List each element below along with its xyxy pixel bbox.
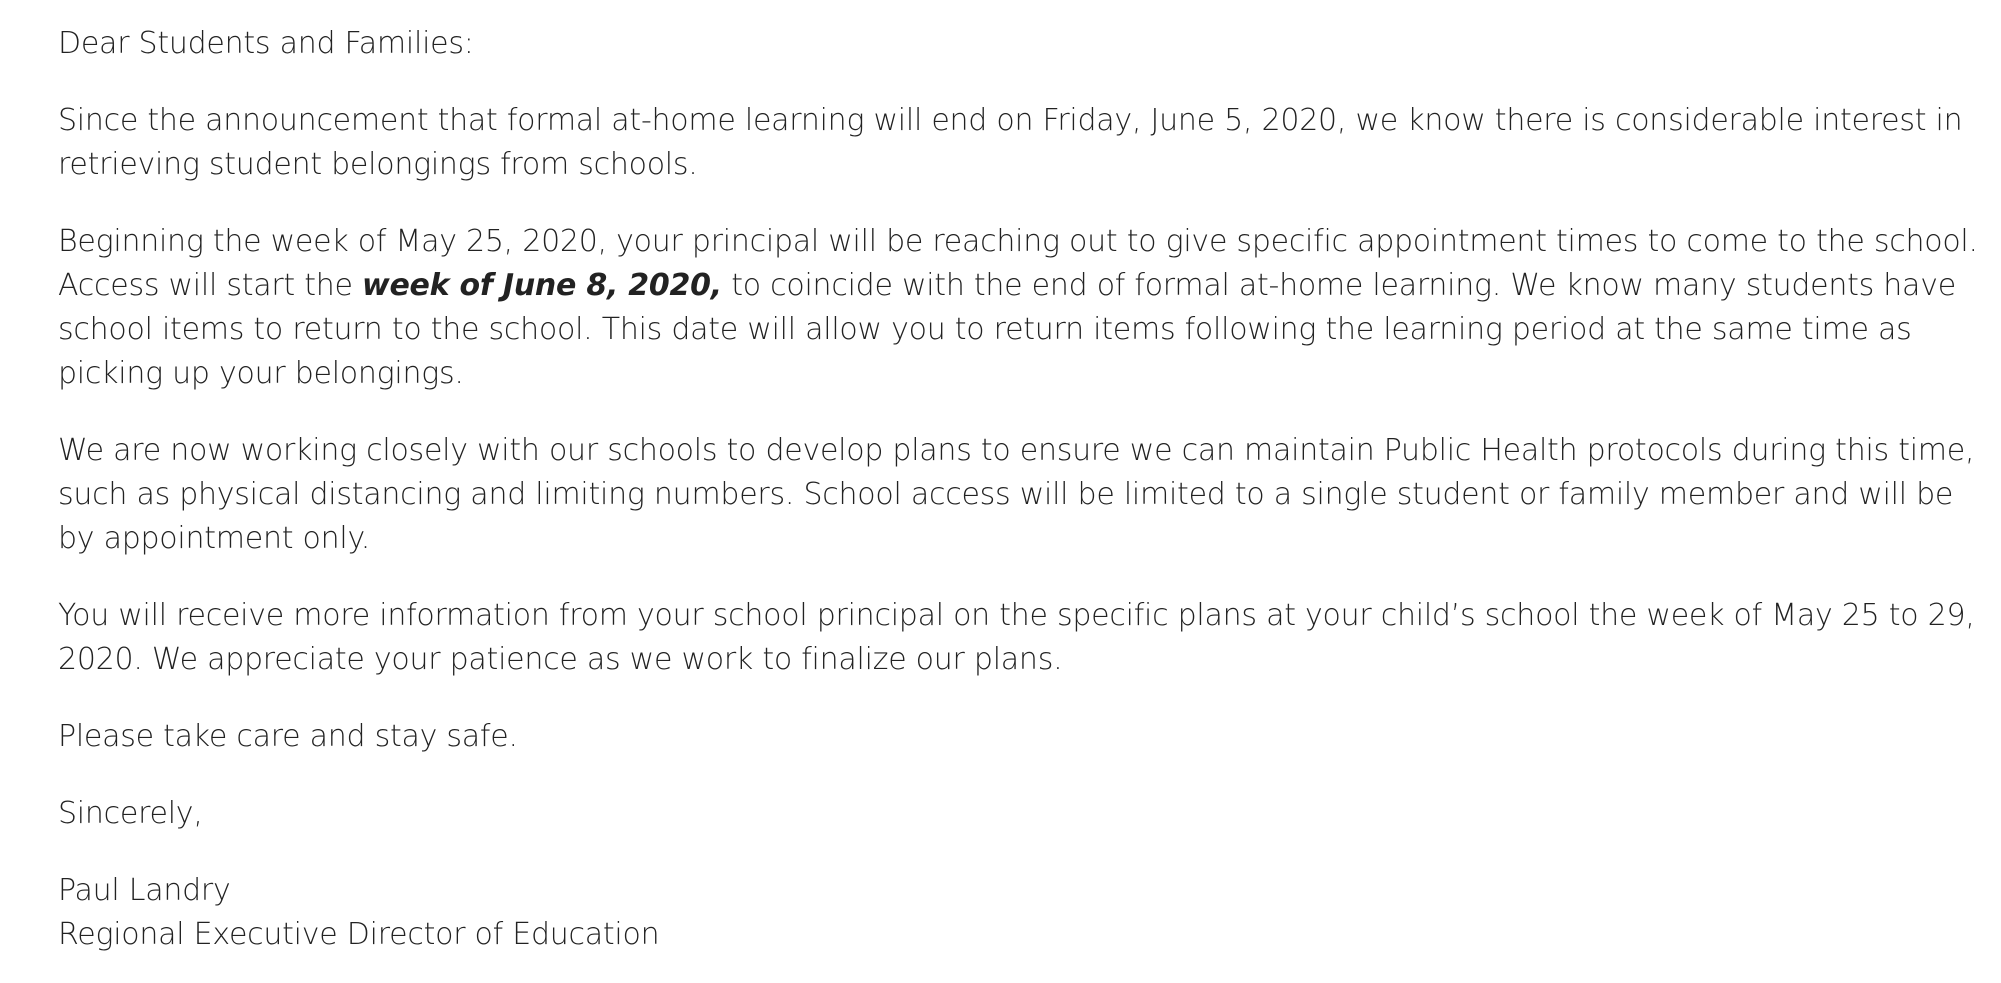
paragraph-appointments-text-before: Beginning the week of May 25, 2020, your principal will be reaching out to give specific appointment times to come to the school. Access will start the xyxy=(58,224,1978,303)
signature-block xyxy=(58,869,1988,957)
paragraph-stay-safe: Please take care and stay safe. xyxy=(58,719,518,754)
closing: Sincerely, xyxy=(58,796,203,831)
paragraph-appointments xyxy=(58,220,1988,396)
paragraph-announcement: Since the announcement that formal at-home learning will end on Friday, June 5, 2020, we know there is considerable interest in retrieving student belongings from schools. xyxy=(58,103,1963,182)
access-date-emphasis: week of June 8, 2020, xyxy=(362,268,722,303)
paragraph-appointments-text-after: to coincide with the end of formal at-home learning. We know many students have school items to return to the school. This date will allow you to return items following the learning period at the same time as picking up your belongings. xyxy=(58,268,1956,391)
signature-name: Paul Landry xyxy=(58,873,231,908)
letter-body xyxy=(58,0,1988,957)
paragraph-protocols: We are now working closely with our schools to develop plans to ensure we can maintain Public Health protocols during this time, such as physical distancing and limiting numbers. School access will be limited to a single student or family member and will be by appointment only. xyxy=(58,433,1975,556)
paragraph-more-info: You will receive more information from your school principal on the specific plans at your child’s school the week of May 25 to 29, 2020. We appreciate your patience as we work to finalize our plans. xyxy=(58,598,1975,677)
signature-title: Regional Executive Director of Education xyxy=(58,917,660,952)
salutation: Dear Students and Families: xyxy=(58,26,474,61)
